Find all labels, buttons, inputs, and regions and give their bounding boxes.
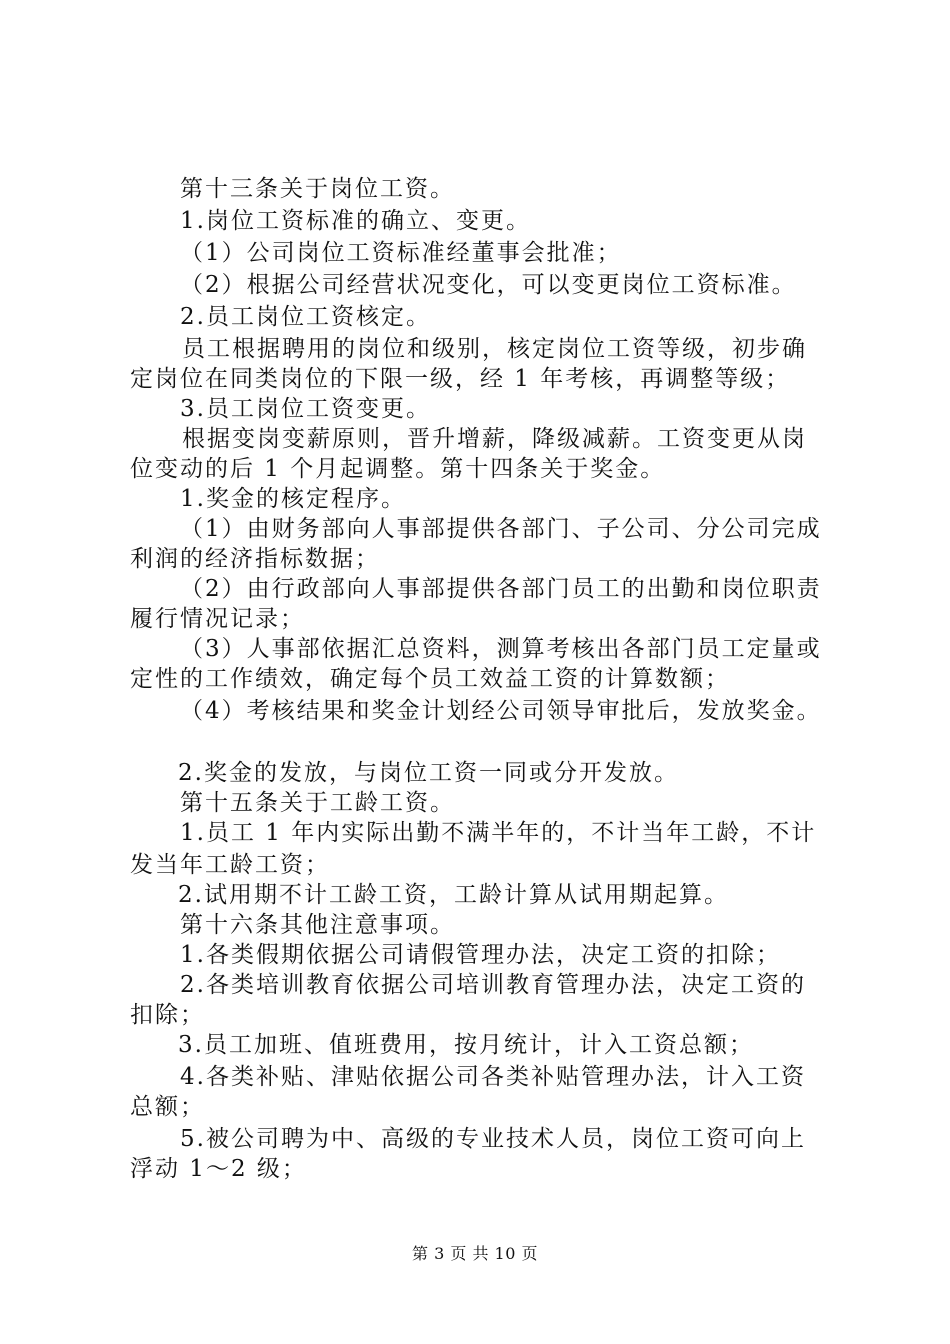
paragraph-line: （2）由行政部向人事部提供各部门员工的出勤和岗位职责 (180, 576, 822, 602)
page-number-footer: 第 3 页 共 10 页 (412, 1244, 538, 1263)
paragraph-line: 1.奖金的核定程序。 (180, 486, 406, 512)
paragraph-line: 浮动 1～2 级； (130, 1156, 307, 1182)
paragraph-line: 5.被公司聘为中、高级的专业技术人员，岗位工资可向上 (180, 1126, 806, 1152)
paragraph-line: 3.员工加班、值班费用，按月统计，计入工资总额； (178, 1032, 754, 1058)
paragraph-line: 1.各类假期依据公司请假管理办法，决定工资的扣除； (180, 942, 781, 968)
article-13-heading: 第十三条关于岗位工资。 (180, 176, 455, 202)
paragraph-line: 2.奖金的发放，与岗位工资一同或分开发放。 (178, 760, 679, 786)
paragraph-line: 扣除； (130, 1002, 205, 1028)
article-16-heading: 第十六条其他注意事项。 (180, 912, 455, 938)
paragraph-line: （2）根据公司经营状况变化，可以变更岗位工资标准。 (180, 272, 797, 298)
paragraph-line: （3）人事部依据汇总资料，测算考核出各部门员工定量或 (180, 636, 822, 662)
paragraph-line: （1）公司岗位工资标准经董事会批准； (180, 240, 622, 266)
paragraph-line: 履行情况记录； (130, 606, 305, 632)
paragraph-line: 3.员工岗位工资变更。 (180, 396, 431, 422)
paragraph-line: 1.岗位工资标准的确立、变更。 (180, 208, 531, 234)
article-15-heading: 第十五条关于工龄工资。 (180, 790, 455, 816)
paragraph-line: 定性的工作绩效，确定每个员工效益工资的计算数额； (130, 666, 730, 692)
paragraph-line: 2.员工岗位工资核定。 (180, 304, 431, 330)
paragraph-line: 利润的经济指标数据； (130, 546, 380, 572)
paragraph-line: 4.各类补贴、津贴依据公司各类补贴管理办法，计入工资 (180, 1064, 806, 1090)
paragraph-line: 2.试用期不计工龄工资，工龄计算从试用期起算。 (178, 882, 729, 908)
paragraph-line: （1）由财务部向人事部提供各部门、子公司、分公司完成 (180, 516, 822, 542)
paragraph-line: 2.各类培训教育依据公司培训教育管理办法，决定工资的 (180, 972, 806, 998)
paragraph-line: 总额； (130, 1094, 205, 1120)
paragraph-line: 发当年工龄工资； (130, 852, 330, 878)
paragraph-line: 位变动的后 1 个月起调整。第十四条关于奖金。 (130, 456, 666, 482)
paragraph-line: （4）考核结果和奖金计划经公司领导审批后，发放奖金。 (180, 698, 822, 724)
paragraph-line: 员工根据聘用的岗位和级别，核定岗位工资等级，初步确 (182, 336, 807, 362)
paragraph-line: 1.员工 1 年内实际出勤不满半年的，不计当年工龄，不计 (180, 820, 817, 846)
paragraph-line: 定岗位在同类岗位的下限一级，经 1 年考核，再调整等级； (130, 366, 791, 392)
paragraph-line: 根据变岗变薪原则，晋升增薪，降级减薪。工资变更从岗 (182, 426, 807, 452)
